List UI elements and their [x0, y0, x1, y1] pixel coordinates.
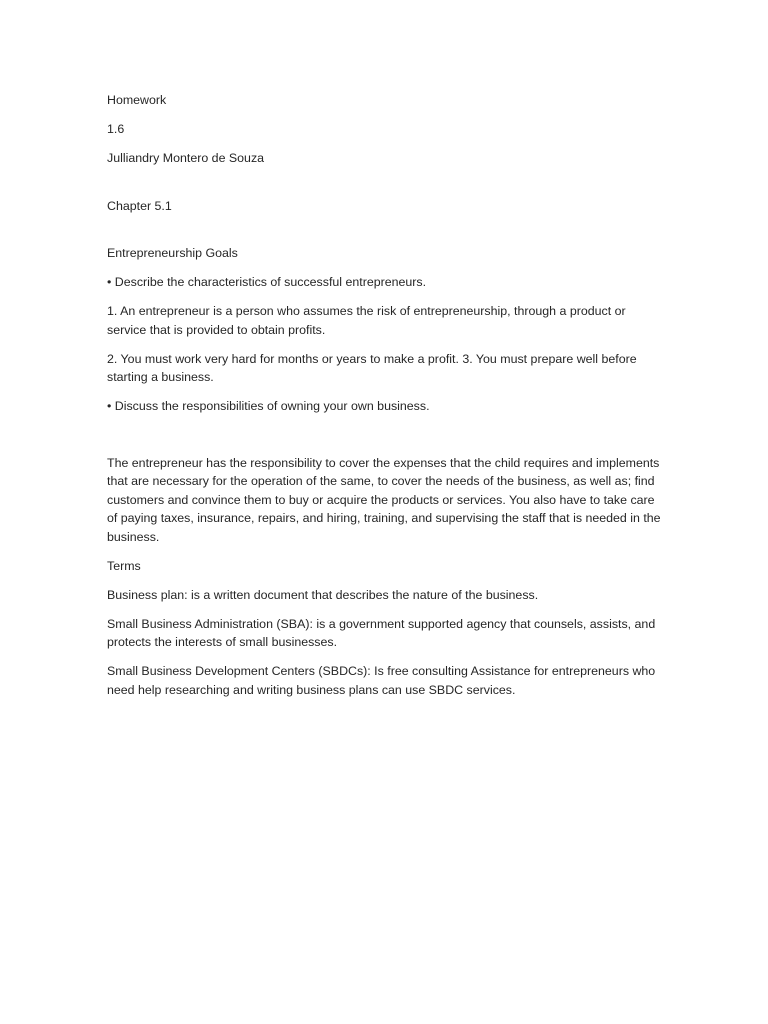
term-sbdcs: Small Business Development Centers (SBDCs): Is free consulting Assistance for entrepreneurs who need help researching and writing business plans can use SBDC services.	[107, 664, 656, 697]
section-title: Entrepreneurship Goals	[107, 246, 238, 260]
term-sba: Small Business Administration (SBA): is a government supported agency that counsels, assists, and protects the interests of small businesses.	[107, 616, 656, 649]
author-name: Julliandry Montero de Souza	[107, 151, 265, 165]
document-body	[107, 91, 663, 710]
goal-bullet-responsibilities: • Discuss the responsibilities of owning your own business.	[107, 399, 430, 413]
point-1: 1. An entrepreneur is a person who assumes the risk of entrepreneurship, through a product or service that is provided to obtain profits.	[107, 304, 626, 337]
goal-bullet-characteristics: • Describe the characteristics of successful entrepreneurs.	[107, 275, 427, 289]
point-2: 2. You must work very hard for months or years to make a profit. 3. You must prepare well before starting a business.	[107, 351, 637, 384]
chapter-heading: Chapter 5.1	[107, 198, 172, 213]
responsibilities-paragraph: The entrepreneur has the responsibility to cover the expenses that the child requires and implements that are necessary for the operation of the same, to cover the needs of the business, as well as; find customers and convince them to buy or acquire the products or services. You also have to take care of paying taxes, insurance, repairs, and hiring, training, and supervising the staff that is needed in the business.	[107, 455, 661, 544]
term-business-plan: Business plan: is a written document that describes the nature of the business.	[107, 587, 539, 602]
homework-number: 1.6	[107, 122, 125, 136]
terms-heading: Terms	[107, 558, 141, 573]
homework-title: Homework	[107, 93, 167, 107]
